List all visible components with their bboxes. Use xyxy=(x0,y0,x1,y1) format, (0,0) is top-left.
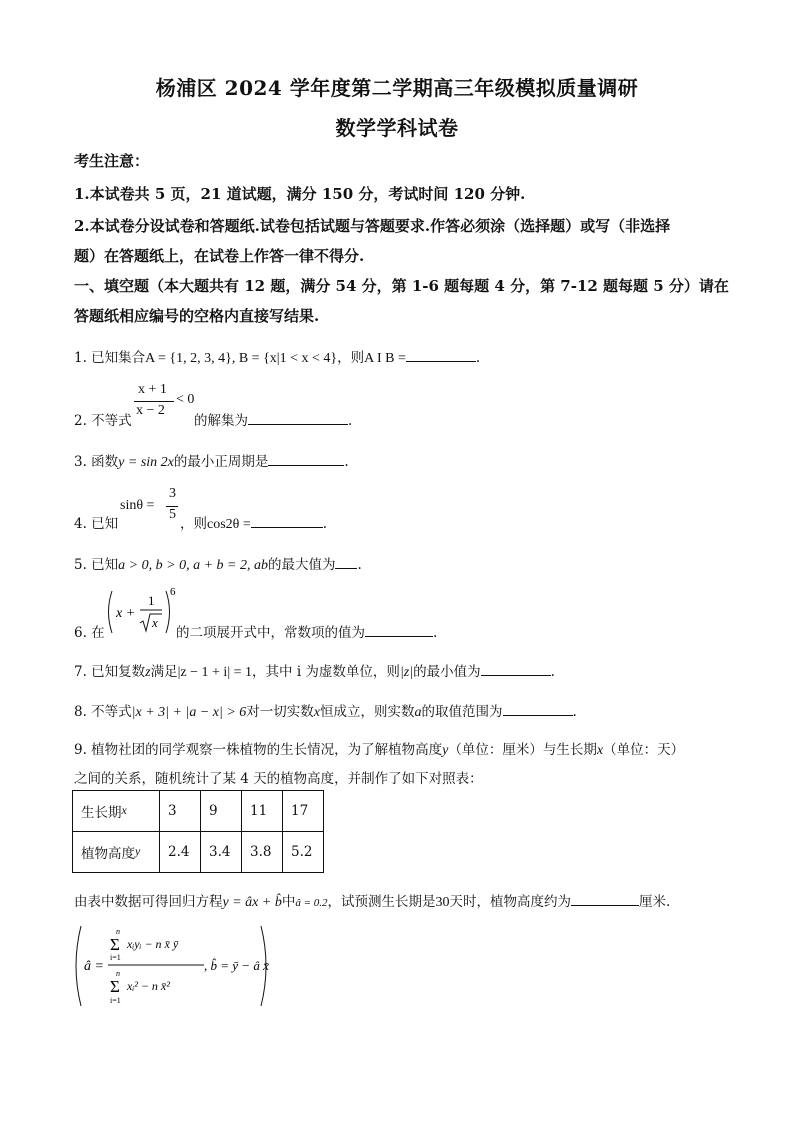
q7-mid-1: 满足 xyxy=(150,664,178,680)
formula-lower-limit-2: i=1 xyxy=(110,996,121,1005)
formula-left-paren xyxy=(76,926,81,1006)
table-cell: 3 xyxy=(160,791,201,832)
q7-variable-z: z xyxy=(145,665,151,680)
question-7 xyxy=(74,660,555,681)
table-cell: 2.4 xyxy=(160,832,201,873)
q1-sets: A = {1, 2, 3, 4}, B = {x|1 < x < 4} xyxy=(145,351,338,366)
question-9-line-3: 由表中数据可得回归方程y = âx + b̂中â = 0.2，试预测生长期是30天时，植物高度约为 厘米. xyxy=(74,890,670,911)
q6-numerator: 1 xyxy=(148,593,155,608)
table-cell-label: 生长期x xyxy=(73,791,160,832)
q4-expression: cos2θ = xyxy=(207,517,251,532)
table-row xyxy=(73,832,324,873)
q4-tail: ，则cos2θ = . xyxy=(180,512,327,533)
q9-regression-equation: y = âx + b̂ xyxy=(222,895,282,910)
q6-denominator: x xyxy=(152,615,158,630)
q9-days: 30 xyxy=(435,895,450,910)
table-row xyxy=(73,791,324,832)
formula-denominator: xᵢ² − n x̄² xyxy=(127,979,170,993)
q5-suffix: 的最大值为 xyxy=(267,557,336,573)
q6-answer-blank[interactable] xyxy=(365,622,433,637)
notice-heading: 考生注意： xyxy=(74,152,150,170)
question-9-line-1: 9. 植物社团的同学观察一株植物的生长情况，为了解植物高度y（单位：厘米）与生长期x（单位：天） xyxy=(74,742,685,758)
q7-prefix: 7. 已知复数 xyxy=(74,664,146,680)
q7-answer-blank[interactable] xyxy=(481,661,551,676)
table-cell: 11 xyxy=(242,791,283,832)
formula-upper-limit-2: n xyxy=(116,969,120,978)
question-5 xyxy=(74,553,362,574)
notice-item-2-line-2: 题）在答题纸上，在试卷上作答一律不得分. xyxy=(74,247,365,265)
q2-answer-blank[interactable] xyxy=(248,410,348,425)
section-heading-line-1: 一、填空题（本大题共有 12 题，满分 54 分，第 1-6 题每题 4 分，第 7-12 题每题 5 分）请在 xyxy=(74,277,729,295)
q9-var-y: y xyxy=(442,743,449,758)
q7-end: . xyxy=(550,664,555,680)
q8-variable-x: x xyxy=(313,705,321,720)
q3-end: . xyxy=(344,454,349,470)
q1-mid: ，则 xyxy=(337,350,365,366)
table-cell: 9 xyxy=(201,791,242,832)
q6-prefix: 6. 在 xyxy=(74,625,105,641)
q2-numerator: x + 1 xyxy=(138,382,167,397)
q2-fraction-bar xyxy=(134,401,174,402)
q8-variable-a: a xyxy=(414,705,422,720)
notice-item-2-line-1: 2.本试卷分设试卷和答题纸.试卷包括试题与答题要求.作答必须涂（选择题）或写（非选择 xyxy=(74,217,671,235)
q8-answer-blank[interactable] xyxy=(503,701,573,716)
q2-denominator: x − 2 xyxy=(136,403,165,418)
page-title: 杨浦区 2024 学年度第二学期高三年级模拟质量调研 xyxy=(155,76,639,100)
q9-var-x: x xyxy=(596,743,604,758)
q4-lhs: sinθ = xyxy=(120,498,155,513)
q7-suffix: 的最小值为 xyxy=(413,664,481,680)
regression-formula xyxy=(72,922,272,1010)
q2-suffix: 的解集为 . xyxy=(194,409,352,429)
q3-suffix: 的最小正周期是 xyxy=(173,454,269,470)
q8-end: . xyxy=(572,704,577,720)
formula-sum-symbol-2: Σ xyxy=(110,977,120,996)
formula-bhat: , b̂ = ȳ − â x̄ xyxy=(204,958,269,973)
q6-suffix: 的二项展开式中，常数项的值为 . xyxy=(176,621,437,641)
question-3 xyxy=(74,450,349,471)
question-8 xyxy=(74,700,577,721)
q8-prefix: 8. 不等式 xyxy=(74,704,132,720)
q4-numerator: 3 xyxy=(169,486,176,501)
q8-suffix: 的取值范围为 xyxy=(421,704,503,720)
q3-prefix: 3. 函数 xyxy=(74,454,119,470)
q1-expression: A I B = xyxy=(364,351,406,366)
q7-modulus: |z| xyxy=(399,665,414,680)
table-cell: 17 xyxy=(283,791,324,832)
q2-prefix: 2. 不等式 xyxy=(74,413,132,429)
q7-condition: |z − 1 + i| = 1 xyxy=(177,665,253,680)
q3-function: y = sin 2x xyxy=(118,455,174,470)
q1-answer-blank[interactable] xyxy=(406,347,476,362)
formula-numerator: xᵢyᵢ − n x̄ ȳ xyxy=(127,937,179,951)
data-table xyxy=(72,790,324,873)
formula-upper-limit: n xyxy=(116,927,120,936)
q2-relation: < 0 xyxy=(176,392,195,407)
page-subtitle: 数学学科试卷 xyxy=(335,116,459,140)
formula-lower-limit: i=1 xyxy=(110,953,121,962)
q9-ahat-value: â = 0.2 xyxy=(295,897,328,909)
q6-radical xyxy=(140,614,162,631)
notice-item-1: 1.本试卷共 5 页，21 道试题，满分 150 分，考试时间 120 分钟. xyxy=(74,185,526,203)
q1-prefix: 1. 已知集合 xyxy=(74,350,146,366)
q5-answer-blank[interactable] xyxy=(335,554,357,569)
q4-denominator: 5 xyxy=(169,507,176,522)
q6-x-term: x + xyxy=(116,606,136,621)
q7-mid-2: ，其中 i 为虚数单位，则 xyxy=(252,664,400,680)
section-heading-line-2: 答题纸相应编号的空格内直接写结果. xyxy=(74,307,320,325)
table-cell: 5.2 xyxy=(283,832,324,873)
q4-prefix: 4. 已知 xyxy=(74,516,119,532)
q8-inequality: |x + 3| + |a − x| > 6 xyxy=(131,705,247,720)
formula-sum-symbol: Σ xyxy=(110,935,120,954)
q3-answer-blank[interactable] xyxy=(268,451,344,466)
q6-left-paren xyxy=(109,591,113,633)
q5-condition: a > 0, b > 0, a + b = 2, ab xyxy=(118,558,268,573)
formula-ahat: â = xyxy=(84,959,104,974)
table-cell: 3.4 xyxy=(201,832,242,873)
question-9-line-2: 之间的关系，随机统计了某 4 天的植物高度，并制作了如下对照表： xyxy=(74,771,483,787)
q1-end: . xyxy=(475,350,481,366)
q9-answer-blank[interactable] xyxy=(571,891,639,906)
q6-exponent: 6 xyxy=(170,586,176,598)
q5-prefix: 5. 已知 xyxy=(74,557,119,573)
table-cell-label: 植物高度y xyxy=(73,832,160,873)
q8-mid-2: 恒成立，则实数 xyxy=(320,704,415,720)
question-1 xyxy=(74,346,480,367)
q5-end: . xyxy=(357,557,362,573)
q4-answer-blank[interactable] xyxy=(251,513,323,528)
q6-right-paren xyxy=(166,591,170,633)
q8-mid-1: 对一切实数 xyxy=(246,704,314,720)
table-cell: 3.8 xyxy=(242,832,283,873)
